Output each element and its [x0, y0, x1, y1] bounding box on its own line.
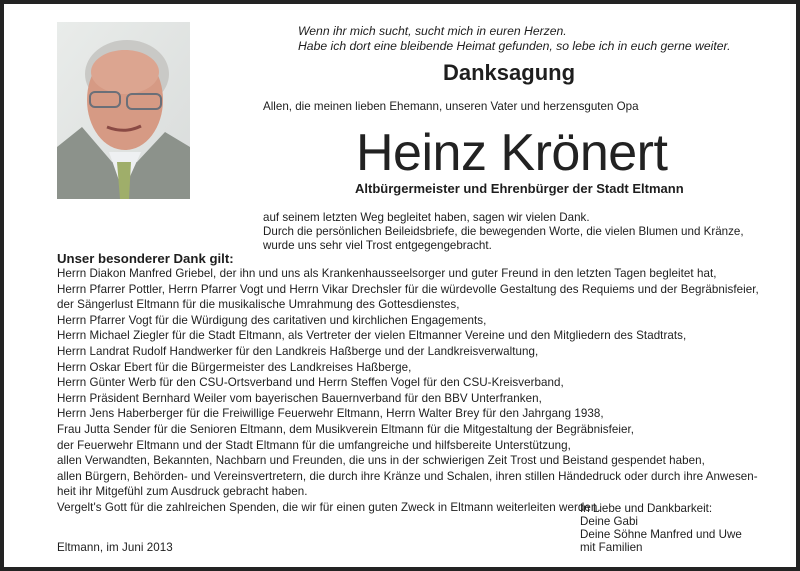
thanks-line: Herrn Jens Haberberger für die Freiwillige Feuerwehr Eltmann, Herrn Walter Brey für den Jahrgang 1938,	[57, 407, 604, 421]
signature-line: Deine Söhne Manfred und Uwe	[580, 528, 742, 541]
thanks-line: der Sängerlust Eltmann für die musikalische Umrahmung des Gottesdienstes,	[57, 298, 460, 312]
paragraph-line: wurde uns sehr viel Trost entgegengebracht.	[263, 239, 492, 252]
page-title: Danksagung	[442, 60, 576, 85]
quote-line: Wenn ihr mich sucht, sucht mich in euren Herzen.	[298, 24, 567, 38]
thanks-line: Herrn Pfarrer Pottler, Herrn Pfarrer Vogt und Herrn Vikar Drechsler für die würdevolle Gestaltung des Requiems und der Begräbnisfeier,	[57, 282, 759, 296]
deceased-title: Altbürgermeister und Ehrenbürger der Stadt Eltmann	[355, 181, 684, 196]
thanks-line: Vergelt's Gott für die zahlreichen Spenden, die wir für einen guten Zweck in Eltmann weiterleiten werden.	[57, 501, 601, 514]
thanks-line: Herrn Günter Werb für den CSU-Ortsverband und Herrn Steffen Vogel für den CSU-Kreisverband,	[57, 376, 564, 390]
thanks-line: Herrn Oskar Ebert für die Bürgermeister des Landkreises Haßberge,	[57, 360, 412, 374]
thanks-line: Herrn Pfarrer Vogt für die Würdigung des caritativen und kirchlichen Engagements,	[57, 313, 487, 327]
paragraph-line: auf seinem letzten Weg begleitet haben, sagen wir vielen Dank.	[263, 211, 590, 224]
thanks-line: Frau Jutta Sender für die Senioren Eltmann, dem Musikverein Eltmann für die Mitgestaltung der Begräbnisfeier,	[57, 423, 635, 436]
thanks-line: allen Verwandten, Bekannten, Nachbarn und Freunden, die uns in der schwierigen Zeit Trost und Beistand gespendet haben,	[57, 454, 705, 468]
thanks-line: Herrn Michael Ziegler für die Stadt Eltmann, als Vertreter der vielen Eltmanner Vereine und den Mitgliedern des Stadtrats,	[57, 329, 687, 343]
place-date: Eltmann, im Juni 2013	[57, 541, 173, 554]
intro-text: Allen, die meinen lieben Ehemann, unseren Vater und herzensguten Opa	[263, 100, 639, 113]
signature-line: In Liebe und Dankbarkeit:	[580, 502, 713, 515]
signature-line: Deine Gabi	[580, 515, 639, 528]
portrait-photo	[57, 22, 190, 199]
thanks-line: heit ihr Mitgefühl zum Ausdruck gebracht haben.	[57, 485, 308, 499]
thanks-line: der Feuerwehr Eltmann und der Stadt Eltmann für die umfangreiche und hilfsbereite Unterstützung,	[57, 438, 571, 452]
thanks-line: Herrn Diakon Manfred Griebel, der ihn und uns als Krankenhausseelsorger und guter Freund in den letzten Tagen begleitet hat,	[57, 267, 717, 280]
thanks-line: Herrn Präsident Bernhard Weiler vom bayerischen Bauernverband für den BBV Unterfranken,	[57, 391, 542, 405]
signature-line: mit Familien	[580, 541, 643, 554]
thanks-line: allen Bürgern, Behörden- und Vereinsvertretern, die durch ihre Kränze und Schalen, ihren stillen Händedruck oder durch ihre Anwesen-	[57, 469, 758, 483]
quote-line: Habe ich dort eine bleibende Heimat gefunden, so lebe ich in euch gerne weiter.	[298, 39, 731, 53]
thanks-line: Herrn Landrat Rudolf Handwerker für den Landkreis Haßberge und der Landkreisverwaltung,	[57, 345, 539, 358]
deceased-name: Heinz Krönert	[356, 124, 668, 182]
thanks-heading: Unser besonderer Dank gilt:	[57, 251, 234, 266]
paragraph-line: Durch die persönlichen Beileidsbriefe, die bewegenden Worte, die vielen Blumen und Kränze,	[263, 225, 744, 238]
